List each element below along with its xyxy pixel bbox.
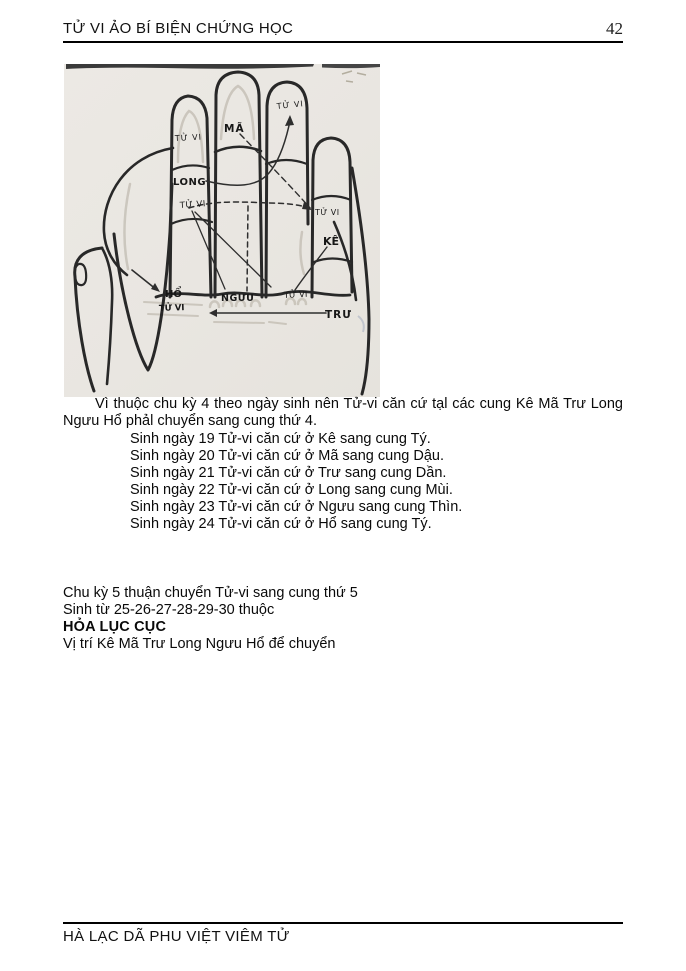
list-item: Sinh ngày 20 Tử-vi căn cứ ở Mã sang cung Dậu. <box>130 448 444 464</box>
list-item: Sinh ngày 24 Tử-vi căn cứ ở Hổ sang cung Tý. <box>130 516 432 532</box>
hoa-luc-cuc-heading: HỎA LỤC CỤC <box>63 619 167 635</box>
label-ho-tuvi: TỬ VI <box>158 303 185 314</box>
label-pinky-tuvi: TỬ VI <box>315 208 340 217</box>
pencil-marks <box>342 71 366 82</box>
arrowheads <box>151 115 312 317</box>
label-ring-tip: TỬ VI <box>276 99 305 111</box>
label-ho: HỔ <box>165 289 182 300</box>
ghost-ink-mark <box>358 316 364 332</box>
label-ke: KÊ <box>323 235 340 248</box>
label-index-tip: TỬ VI <box>174 132 203 143</box>
palm-diagram-figure <box>64 64 380 397</box>
list-item: Sinh ngày 22 Tử-vi căn cứ ở Long sang cung Mùi. <box>130 482 453 498</box>
list-item: Sinh ngày 21 Tử-vi căn cứ ở Trư sang cung Dần. <box>130 465 447 481</box>
page-footer <box>63 922 623 945</box>
palm-diagram-svg <box>64 64 380 397</box>
scan-edge-artifact-2 <box>322 64 380 68</box>
chu-ky-5-block <box>63 585 358 653</box>
list-item: Sinh ngày 23 Tử-vi căn cứ ở Ngưu sang cung Thìn. <box>130 499 463 515</box>
sinh-tu-line: Sinh từ 25-26-27-28-29-30 thuộc <box>63 602 275 618</box>
footer-text: HÀ LẠC DÃ PHU VIỆT VIÊM TỬ <box>63 928 290 945</box>
label-base-tuvi: TỬ VI <box>283 289 308 301</box>
list-item: Sinh ngày 19 Tử-vi căn cứ ở Kê sang cung Tý. <box>130 431 431 447</box>
vi-tri-line: Vị trí Kê Mã Trư Long Ngưu Hổ để chuyển <box>63 636 336 652</box>
paragraph-chu-ky-4: Vì thuộc chu kỳ 4 theo ngày sinh nên Tử-vi căn cứ tạl các cung Kê Mã Trư Long Ngưu Hổ phảl chuyển sang cung thứ 4. <box>63 396 623 430</box>
label-tru: TRƯ <box>325 309 353 321</box>
header-title: TỬ VI ẢO BÍ BIỆN CHỨNG HỌC <box>63 20 294 37</box>
label-ma: MÃ <box>224 123 245 135</box>
birth-day-list <box>130 431 462 533</box>
page-number: 42 <box>606 19 623 38</box>
label-palm-tuvi: TỬ VI <box>179 199 207 211</box>
page-header <box>63 20 623 43</box>
label-long: LONG <box>173 177 207 188</box>
chu-ky-5-line: Chu kỳ 5 thuận chuyển Tử-vi sang cung thứ 5 <box>63 585 358 601</box>
label-nguu: NGƯU <box>221 293 255 304</box>
scan-edge-artifact <box>66 64 314 69</box>
